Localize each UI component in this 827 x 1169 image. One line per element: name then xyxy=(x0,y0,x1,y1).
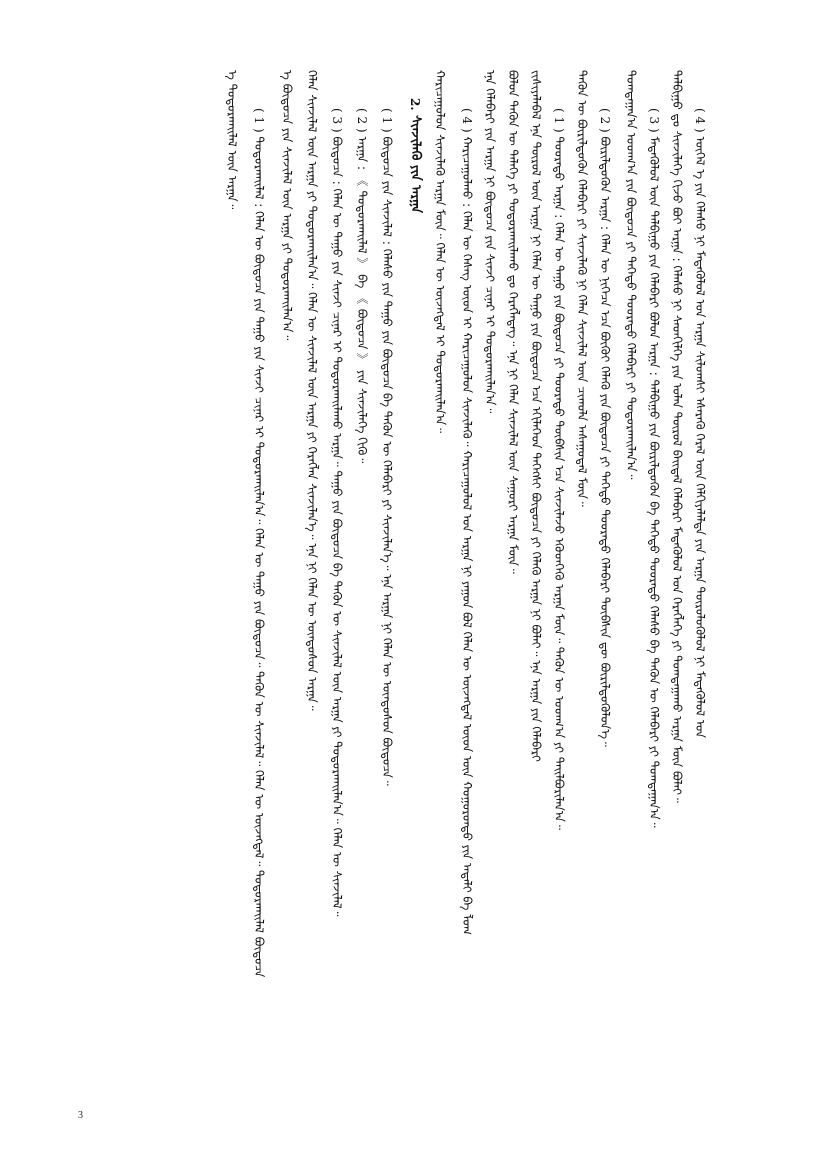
paragraph-text: ᠪᠦᠲᠦᠴᠡ ᠶᠢᠨ ᠰᠢᠨᠵᠢᠯᠡᠯ : ᠬᠡᠯᠡᠰᠦ ᠶᠢᠨ ᠳᠠᠭᠤ ᠶᠢᠨ ᠪᠦᠲᠦᠴᠡ ᠪᠠ ᠲᠡᠭᠦᠨ ᠦ ᠬᠡᠯᠡᠪᠡᠷᠢ ᠶᠢ ᠰᠢᠨᠵᠢᠯᠡᠨ᠎ᠡ᠃ ᠡᠨᠡ ᠠᠷᠭᠠ ᠨᠢ ᠬᠡᠯᠡᠨ ᠦ ᠦᠨᠳᠦᠰᠦᠨ ᠪᠦᠲᠦᠴᠡ᠃ xyxy=(380,136,394,786)
item-marker: ( 3 ) xyxy=(330,108,344,133)
item-marker: ( 2 ) xyxy=(598,108,612,133)
paragraph-text: ᠳᠣᠣᠷᠠᠲᠤ ᠠᠷᠭᠠ : ᠬᠡᠯᠡᠨ ᠦ ᠳᠠᠭᠤ ᠶᠢᠨ ᠪᠦᠲᠦᠴᠡ ᠶᠢ ᠳᠣᠣᠷᠠᠲᠤ ᠲᠦᠪᠰᠢᠨ ᠡᠴᠡ ᠰᠢᠨᠵᠢᠯᠡᠵᠦ ᠡᠭᠦᠳᠬᠡᠬᠦ ᠠᠷᠭᠠ ᠮᠥᠨ᠃ ᠲᠡᠭᠦᠨ ᠦ ᠤᠳᠬ᠎ᠠ ᠶᠢ ᠲᠠᠢᠯᠪᠤᠷᠢᠯᠠᠨ᠎ᠠ᠃ xyxy=(552,136,566,830)
page-number: 3 xyxy=(78,1110,83,1121)
paragraph-text: ᠲᠣᠳᠤᠷᠬᠠᠢᠯᠠᠯ : ᠬᠡᠯᠡᠨ ᠦ ᠪᠦᠲᠦᠴᠡ ᠶᠢᠨ ᠳᠠᠭᠤ ᠶᠢᠨ ᠰᠢᠨᠵᠢ ᠴᠢᠨᠠᠷ ᠢ ᠲᠣᠳᠤᠷᠬᠠᠢᠯᠠᠨ᠎ᠠ᠃ ᠬᠡᠯᠡᠨ ᠦ ᠳᠠᠭᠤ ᠶᠢᠨ ᠪᠦᠲᠦᠴᠡ᠃ ᠲᠡᠭᠦᠨ ᠦ ᠰᠢᠨᠵᠢᠯᠡᠯ᠃ ᠬᠡᠯᠡᠨ ᠦ ᠦᠵᠡᠭᠳᠡᠯ᠃ ᠲᠣᠳᠤᠷᠬᠠᠢᠯᠠᠯ ᠪᠦᠲᠦᠴᠡ xyxy=(252,136,266,978)
paragraph-text: ᠲᠣᠭᠲᠠᠭᠠᠨ᠎ᠠ ᠤᠳᠬ᠎ᠠ ᠶᠢᠨ ᠪᠦᠲᠦᠴᠡ ᠶᠢ ᠳᠡᠭᠡᠳᠦ ᠳᠣᠣᠷᠠᠲᠤ ᠬᠡᠯᠡᠪᠡᠷᠢ ᠶᠢ ᠲᠣᠳᠤᠷᠬᠠᠢᠯᠠᠨ᠎ᠠ᠃ xyxy=(624,70,638,480)
section-heading xyxy=(403,0,425,1169)
item-marker: ( 1 ) xyxy=(380,108,394,133)
text-column xyxy=(501,0,523,1169)
text-column xyxy=(455,0,477,1169)
text-column xyxy=(547,0,569,1169)
paragraph-text: ᠬᠡᠯᠡᠨ ᠰᠢᠨᠵᠢᠯᠡᠯ ᠦᠨ ᠠᠷᠭᠠ ᠶᠢ ᠲᠣᠳᠤᠷᠬᠠᠢᠯᠠᠨ᠎ᠠ᠃ ᠬᠡᠯᠡᠨ ᠦ ᠰᠢᠨᠵᠢᠯᠡᠯ ᠦᠨ ᠠᠷᠭᠠ ᠶᠢ ᠬᠡᠷᠡᠭᠯᠡᠨ ᠰᠢᠨᠵᠢᠯᠡᠨ᠎ᠡ᠃ ᠡᠨᠡ ᠨᠢ ᠬᠡᠯᠡᠨ ᠦ ᠦᠨᠳᠦᠰᠦᠨ ᠠᠷᠭᠠ᠃ xyxy=(305,70,319,711)
text-column xyxy=(593,0,615,1169)
paragraph-text: ᠪᠦᠲᠦᠴᠡ : ᠬᠡᠯᠡᠨ ᠦ ᠳᠠᠭᠤ ᠶᠢᠨ ᠰᠢᠨᠵᠢ ᠴᠢᠨᠠᠷ ᠢ ᠲᠣᠳᠤᠷᠬᠠᠢᠯᠠᠬᠤ ᠠᠷᠭᠠ᠃ ᠳᠠᠭᠤ ᠶᠢᠨ ᠪᠦᠲᠦᠴᠡ ᠪᠠ ᠲᠡᠭᠦᠨ ᠦ ᠰᠢᠨᠵᠢᠯᠡᠯ ᠦᠨ ᠠᠷᠭᠠ ᠶᠢ ᠲᠣᠳᠤᠷᠬᠠᠢᠯᠠᠨ᠎ᠠ᠃ ᠬᠡᠯᠡᠨ ᠦ ᠰᠢᠨᠵᠢᠯᠡᠯ᠃ xyxy=(330,136,344,917)
paragraph-text: ᠵᠢᠱᠢᠶᠡᠯᠡᠪᠡᠯ ᠡᠨᠡ ᠲᠦᠷᠦᠯ ᠦᠨ ᠠᠷᠭᠠ ᠨᠢ ᠬᠡᠯᠡᠨ ᠦ ᠳᠠᠭᠤ ᠶᠢᠨ ᠪᠦᠲᠦᠴᠡ ᠡᠴᠡ ᠡᠬᠢᠯᠡᠭᠡᠳ ᠳᠡᠭᠡᠭᠰᠢ ᠪᠦᠲᠦᠴᠡ ᠶᠢ ᠬᠡᠯᠡᠬᠦ ᠠᠷᠭᠠ ᠨᠢ ᠪᠣᠯᠠᠢ᠃ ᠡᠨᠡ ᠠᠷᠭᠠ ᠶᠢᠨ ᠬᠡᠯᠡᠪᠡᠷᠢ xyxy=(529,70,543,762)
item-marker: 2. xyxy=(408,98,422,111)
item-marker: ( 1 ) xyxy=(552,108,566,133)
paragraph-text: ᠦᠭᠡᠯ ᠡ ᠶᠢᠨ ᠬᠡᠯᠡᠰᠦ ᠨᠢ ᠮᠡᠳᠡᠭᠦᠯᠦᠯ ᠤᠨ ᠠᠷᠭᠠ ᠰᠢᠯᠤᠭᠰᠢ ᠡᠰᠡᠷᠡᠭᠦ ᠭᠡᠷᠡᠯ ᠦᠨ ᠬᠡᠯᠬᠢᠶᠡᠯᠡᠯᠲᠡ ᠶᠢᠨ ᠠᠷᠭᠠ ᠲᠥᠷᠦᠯᠦᠬᠦᠯᠦᠯ ᠨᠢ ᠮᠡᠳᠡᠭᠦᠯᠦᠯ ᠤᠨ xyxy=(693,136,707,738)
text-column xyxy=(350,0,372,1169)
item-marker: ( 4 ) xyxy=(693,108,707,133)
text-column xyxy=(325,0,347,1169)
text-column xyxy=(619,0,641,1169)
text-column xyxy=(688,0,710,1169)
text-column xyxy=(247,0,269,1169)
paragraph-text: ᠠᠷᠭᠠ : 《 ᠲᠣᠳᠤᠷᠬᠠᠢᠯᠠᠯ 》 ᠪᠠ 《 ᠪᠦᠲᠦᠴᠡ 》 ᠶᠢᠨ ᠰᠢᠨᠵᠢᠯᠡᠭᠡ ᠬᠢᠬᠦ᠃ xyxy=(355,136,369,464)
text-column xyxy=(665,0,687,1169)
text-column xyxy=(428,0,450,1169)
text-column xyxy=(642,0,664,1169)
paragraph-text: ᠡ ᠪᠦᠲᠦᠴᠡ ᠶᠢᠨ ᠰᠢᠨᠵᠢᠯᠡᠯ ᠦᠨ ᠠᠷᠭᠠ ᠶᠢ ᠲᠣᠳᠤᠷᠬᠠᠢᠯᠠᠨ᠎ᠠ᠃ xyxy=(280,70,294,341)
heading-text: ᠰᠢᠨᠵᠢᠯᠡᠬᠦ ᠶᠢᠨ ᠠᠷᠭᠠ xyxy=(408,115,423,214)
text-column xyxy=(220,0,242,1169)
text-column xyxy=(300,0,322,1169)
text-column xyxy=(570,0,592,1169)
text-column xyxy=(478,0,500,1169)
text-column xyxy=(375,0,397,1169)
paragraph-text: ᠮᠡᠳᠡᠭᠦᠯᠦᠯ ᠦᠨ ᠲᠠᠯᠪᠢᠭᠤ ᠶᠢᠨ ᠬᠡᠯᠡᠪᠡᠷᠢ ᠪᠣᠯᠤᠨ ᠠᠷᠭᠠ : ᠲᠠᠯᠪᠢᠭᠤ ᠶᠢᠨ ᠪᠦᠷᠢᠯᠳᠦᠬᠦᠨ ᠪᠠ ᠳᠡᠭᠡᠳᠦ ᠳᠣᠣᠷᠠᠲᠤ ᠬᠡᠯᠡᠰᠦ ᠪᠠ ᠲᠡᠭᠦᠨ ᠦ ᠬᠡᠯᠡᠪᠡᠷᠢ ᠶᠢ ᠲᠣᠭᠲᠠᠭᠠᠨ᠎ᠠ᠃ xyxy=(647,136,661,828)
text-column xyxy=(275,0,297,1169)
item-marker: ( 2 ) xyxy=(355,108,369,133)
item-marker: ( 4 ) xyxy=(460,108,474,133)
paragraph-text: ᠪᠦᠷᠢᠯᠳᠦᠬᠦᠨ ᠠᠷᠭᠠ : ᠬᠡᠯᠡᠨ ᠦ ᠨᠢᠭᠡᠴᠡ ᠡᠴᠡ ᠪᠥᠬᠦᠢ ᠬᠡᠯᠡᠬᠦ ᠶᠢᠨ ᠪᠦᠲᠦᠴᠡ ᠶᠢ ᠳᠡᠭᠡᠳᠦ ᠳᠣᠣᠷᠠᠲᠤ ᠬᠡᠯᠡᠪᠡᠷᠢ ᠲᠦᠪᠰᠢᠨ ᠳᠦ ᠪᠦᠷᠢᠯᠳᠦᠬᠦᠯᠦᠨ᠎ᠡ᠃ xyxy=(598,136,612,747)
paragraph-text: ᠬᠠᠷᠢᠴᠠᠭᠤᠯᠬᠤ : ᠬᠡᠯᠡᠨ ᠦ ᠬᠡᠰᠡᠭ ᠦᠳ ᠢ ᠬᠠᠷᠢᠴᠠᠭᠤᠯᠤᠨ ᠰᠢᠨᠵᠢᠯᠡᠬᠦ᠃ ᠬᠠᠷᠢᠴᠠᠭᠤᠯᠤᠯ ᠤᠨ ᠠᠷᠭᠠ ᠨᠢ ᠶᠠᠭᠤᠨ ᠪᠣᠯ ᠬᠡᠯᠡᠨ ᠦ ᠦᠵᠡᠭᠳᠡᠯ ᠦᠳ ᠦᠨ ᠬᠣᠭᠣᠷᠣᠨᠳᠣ ᠶᠢᠨ ᠠᠳᠠᠯᠢ ᠪᠠ ᠯᠤᠭ xyxy=(460,136,474,936)
item-marker: ( 3 ) xyxy=(647,108,661,133)
text-column xyxy=(524,0,546,1169)
paragraph-text: ᠡᠨᠡ ᠬᠡᠯᠡᠪᠡᠷᠢ ᠶᠢᠨ ᠠᠷᠭᠠ ᠨᠢ ᠪᠦᠲᠦᠴᠡ ᠶᠢᠨ ᠰᠢᠨᠵᠢ ᠴᠢᠨᠠᠷ ᠢ ᠲᠣᠳᠤᠷᠬᠠᠢᠯᠠᠨ᠎ᠠ᠃ xyxy=(483,70,497,414)
paragraph-text: ᠪᠣᠯᠤᠨ ᠲᠡᠭᠦᠨ ᠦ ᠲᠡᠯᠡᠭᠡ ᠶᠢ ᠲᠣᠳᠤᠷᠬᠠᠢᠯᠠᠬᠤ ᠳᠤ ᠬᠡᠷᠡᠭᠯᠡᠳᠡᠭ᠃ ᠡᠨᠡ ᠨᠢ ᠬᠡᠯᠡᠨ ᠰᠢᠨᠵᠢᠯᠡᠯ ᠦᠨ ᠰᠠᠭᠤᠷᠢ ᠠᠷᠭᠠ ᠮᠥᠨ᠃ xyxy=(506,70,520,574)
paragraph-text: ᠲᠠᠯᠪᠢᠭᠤ ᠳᠤ ᠰᠢᠨᠵᠢᠯᠡᠭᠡ ᠬᠢᠵᠦ ᠪᠤᠢ ᠠᠷᠭᠠ : ᠬᠡᠯᠡᠰᠦ ᠨᠢ ᠰᠡᠳᠬᠢᠯᠭᠡ ᠶᠢᠨ ᠤᠯᠠᠨ ᠲᠥᠷᠦᠯ ᠪᠠᠢᠳᠠᠯ ᠬᠡᠯᠡᠪᠡᠷᠢ ᠮᠡᠳᠡᠭᠦᠯᠦᠯ ᠤᠨ ᠬᠡᠷᠡᠭᠯᠡᠭᠡ ᠶᠢ ᠲᠣᠭᠲᠠᠭᠠᠬᠤ ᠠᠷᠭᠠ ᠮᠥᠨ ᠪᠣᠯᠠᠢ᠃ xyxy=(670,70,684,803)
item-marker: ( 1 ) xyxy=(252,108,266,133)
paragraph-text: ᠲᠡᠭᠦᠨ ᠦ ᠪᠦᠷᠢᠯᠳᠦᠬᠦᠨ ᠬᠡᠯᠡᠪᠡᠷᠢ ᠶᠢ ᠰᠢᠨᠵᠢᠯᠡᠬᠦ ᠨᠢ ᠬᠡᠯᠡᠨ ᠰᠢᠨᠵᠢᠯᠡᠯ ᠦᠨ ᠴᠢᠬᠤᠯᠠ ᠠᠰᠠᠭᠤᠳᠠᠯ ᠮᠥᠨ᠃ xyxy=(575,70,589,507)
paragraph-text: ᠬᠠᠷᠢᠴᠠᠭᠤᠯᠤᠨ ᠰᠢᠨᠵᠢᠯᠡᠬᠦ ᠠᠷᠭᠠ ᠮᠥᠨ᠃ ᠬᠡᠯᠡᠨ ᠦ ᠦᠵᠡᠭᠳᠡᠯ ᠢ ᠲᠣᠳᠤᠷᠬᠠᠢᠯᠠᠨ᠎ᠠ᠃ xyxy=(433,70,447,433)
paragraph-text: ᠡ ᠲᠣᠳᠤᠷᠬᠠᠢᠯᠠᠯ ᠦᠨ ᠠᠷᠭᠠ᠃ xyxy=(225,70,239,210)
